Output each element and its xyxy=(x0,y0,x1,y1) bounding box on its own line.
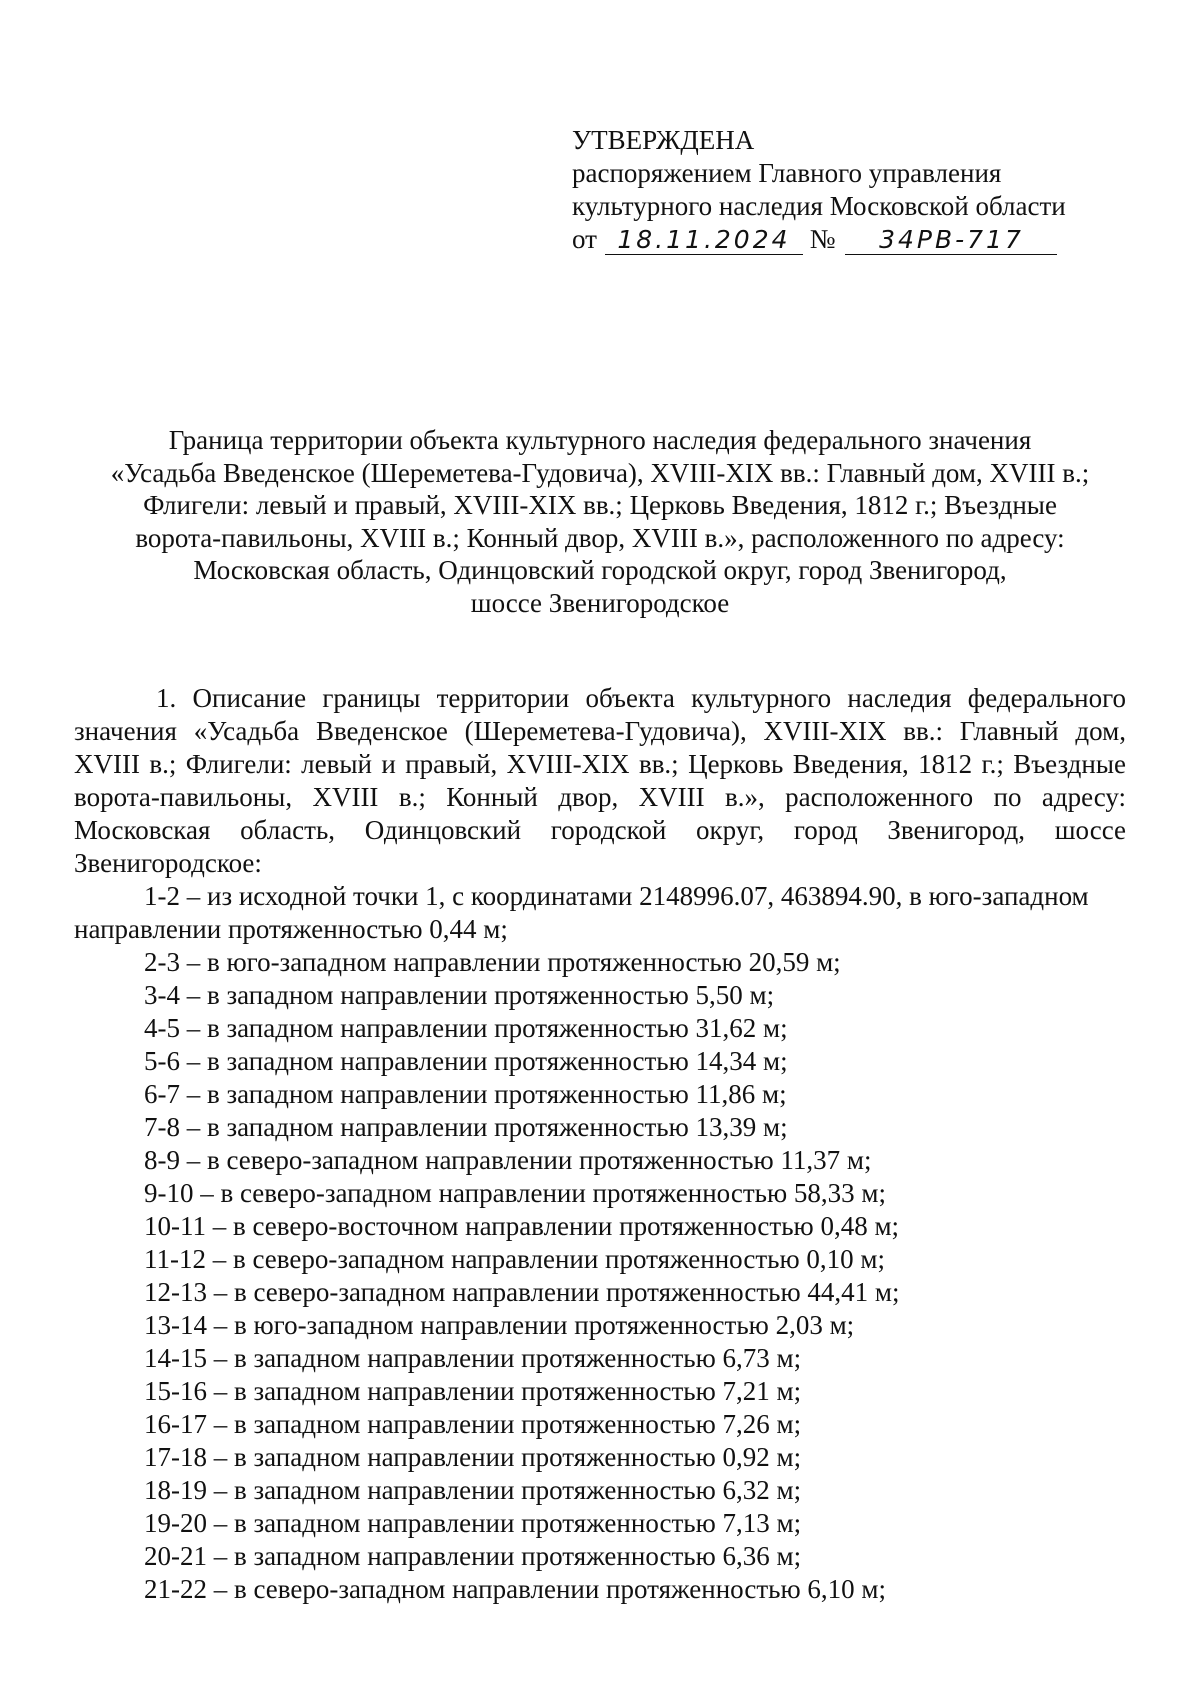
boundary-segment: 1-2 – из исходной точки 1, с координатами 2148996.07, 463894.90, в юго-западном направлении протяженностью 0,44 м; xyxy=(74,881,1089,944)
document-body xyxy=(74,682,1126,1606)
document-heading xyxy=(80,424,1120,619)
boundary-segment: 9-10 – в северо-западном направлении протяженностью 58,33 м; xyxy=(144,1178,886,1208)
boundary-segment: 12-13 – в северо-западном направлении протяженностью 44,41 м; xyxy=(144,1277,900,1307)
heading-line: Граница территории объекта культурного наследия федерального значения xyxy=(168,425,1032,455)
boundary-segment: 14-15 – в западном направлении протяженностью 6,73 м; xyxy=(144,1343,802,1373)
boundary-segment: 16-17 – в западном направлении протяженностью 7,26 м; xyxy=(144,1409,802,1439)
heading-line: ворота-павильоны, XVIII в.; Конный двор, XVIII в.», расположенного по адресу: xyxy=(135,522,1065,553)
boundary-segment: 21-22 – в северо-западном направлении протяженностью 6,10 м; xyxy=(144,1574,886,1604)
handwritten-number: 34РВ-717 xyxy=(845,226,1057,255)
approval-stamp xyxy=(572,124,1132,256)
boundary-segment: 11-12 – в северо-западном направлении протяженностью 0,10 м; xyxy=(144,1244,885,1274)
boundary-segment: 10-11 – в северо-восточном направлении протяженностью 0,48 м; xyxy=(144,1211,900,1241)
boundary-segment: 3-4 – в западном направлении протяженностью 5,50 м; xyxy=(144,980,775,1010)
boundary-segment: 19-20 – в западном направлении протяженностью 7,13 м; xyxy=(144,1508,802,1538)
boundary-segment: 6-7 – в западном направлении протяженностью 11,86 м; xyxy=(144,1079,787,1109)
boundary-segment: 17-18 – в западном направлении протяженностью 0,92 м; xyxy=(144,1442,802,1472)
from-label: от xyxy=(572,224,597,254)
approval-date-number-line xyxy=(572,223,1132,256)
approval-line-2: культурного наследия Московской области xyxy=(572,191,1066,221)
boundary-segment: 5-6 – в западном направлении протяженностью 14,34 м; xyxy=(144,1046,788,1076)
heading-line: Флигели: левый и правый, XVIII-XIX вв.; Церковь Введения, 1812 г.; Въездные xyxy=(143,490,1057,520)
boundary-segment: 20-21 – в западном направлении протяженностью 6,36 м; xyxy=(144,1541,802,1571)
boundary-description-paragraph: 1. Описание границы территории объекта культурного наследия федерального значения «Усадьба Введенское (Шереметева-Гудовича), XVIII-XIX вв.: Главный дом, XVIII в.; Флигели: левый и правый, XVIII-XIX вв.; Церковь Введения, 1812 г.; Въездные ворота-павильоны, XVIII в.; Конный двор, XVIII в.», расположенного по адресу: Московская область, Одинцовский городской округ, город Звенигород, шоссе Звенигородское: xyxy=(74,683,1126,878)
heading-line: «Усадьба Введенское (Шереметева-Гудовича), XVIII-XIX вв.: Главный дом, XVIII в.; xyxy=(110,457,1090,488)
boundary-segment: 13-14 – в юго-западном направлении протяженностью 2,03 м; xyxy=(144,1310,855,1340)
boundary-segment: 8-9 – в северо-западном направлении протяженностью 11,37 м; xyxy=(144,1145,872,1175)
boundary-segment: 15-16 – в западном направлении протяженностью 7,21 м; xyxy=(144,1376,802,1406)
number-label: № xyxy=(809,224,836,254)
approval-line-1: распоряжением Главного управления xyxy=(572,158,1002,188)
boundary-segment: 7-8 – в западном направлении протяженностью 13,39 м; xyxy=(144,1112,788,1142)
approved-label: УТВЕРЖДЕНА xyxy=(572,125,755,155)
boundary-segment: 2-3 – в юго-западном направлении протяженностью 20,59 м; xyxy=(144,947,841,977)
handwritten-date: 18.11.2024 xyxy=(605,226,803,255)
heading-line: Московская область, Одинцовский городской округ, город Звенигород, xyxy=(193,555,1007,585)
boundary-segment: 18-19 – в западном направлении протяженностью 6,32 м; xyxy=(144,1475,802,1505)
heading-line: шоссе Звенигородское xyxy=(470,587,730,618)
boundary-segment: 4-5 – в западном направлении протяженностью 31,62 м; xyxy=(144,1013,788,1043)
